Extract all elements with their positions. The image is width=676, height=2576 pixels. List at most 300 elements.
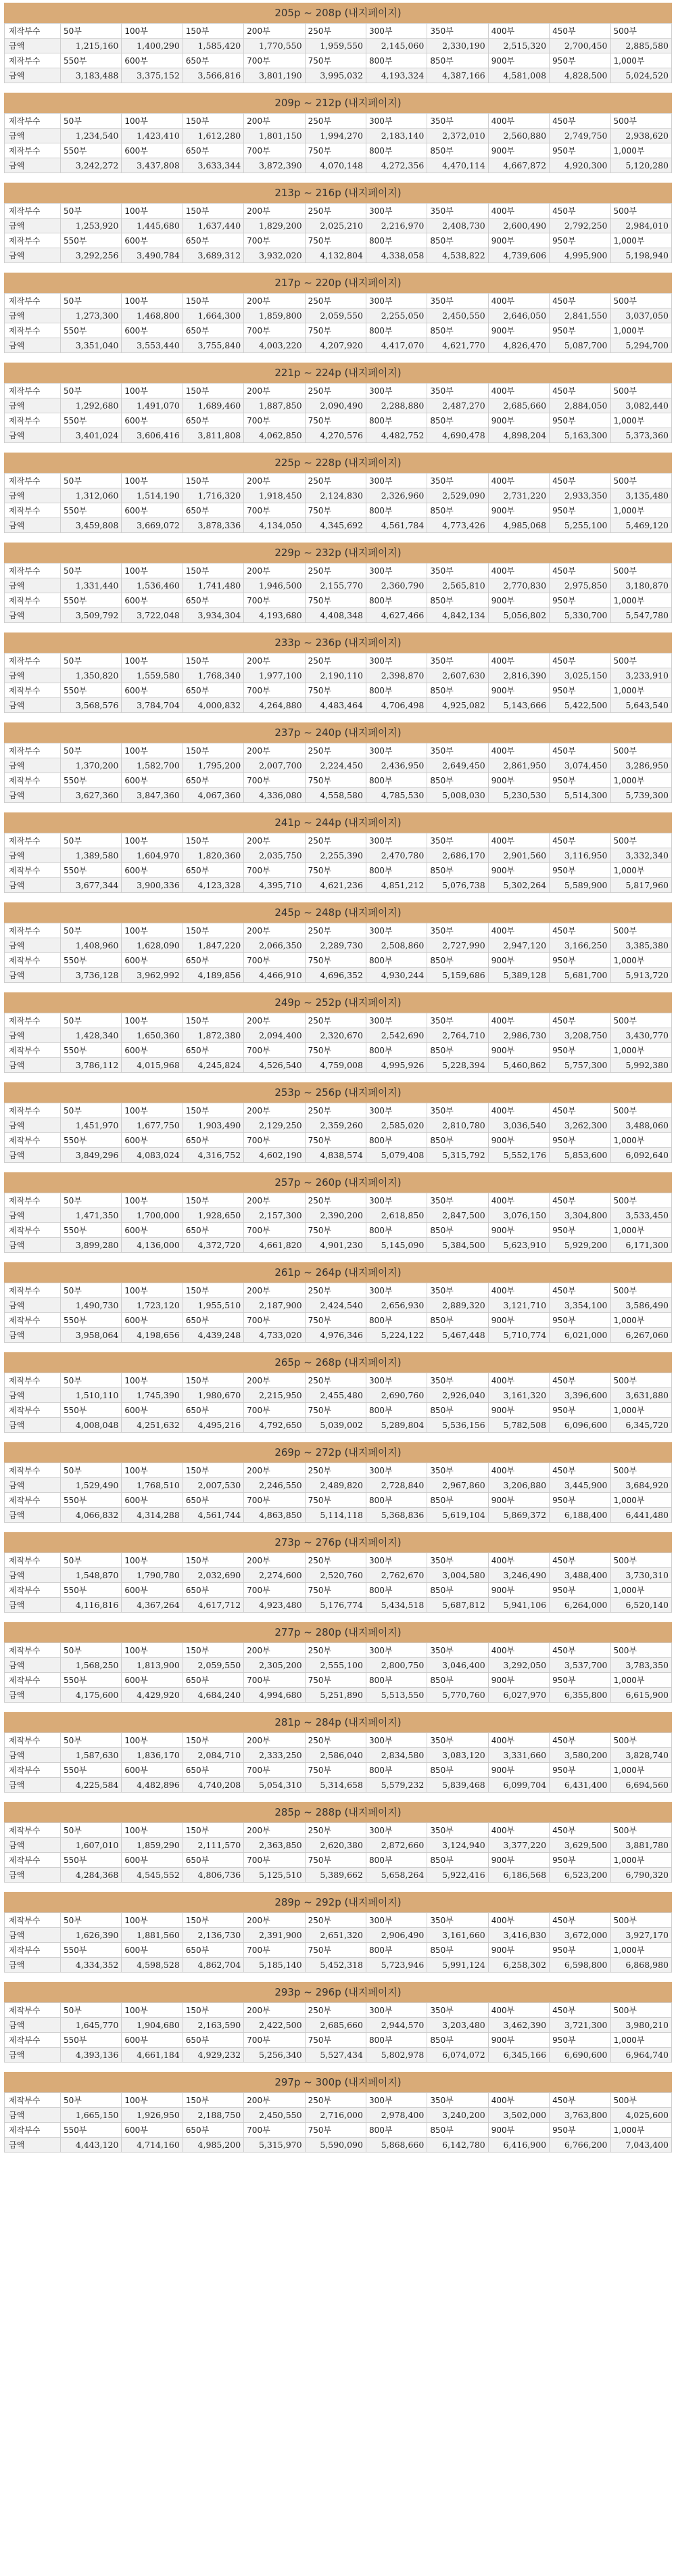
quantity-cell: 450부 (550, 1643, 610, 1658)
quantity-cell: 600부 (122, 863, 183, 878)
price-cell: 2,620,380 (305, 1838, 366, 1853)
price-cell: 1,768,340 (183, 668, 243, 683)
price-cell: 1,253,920 (61, 218, 122, 233)
price-cell: 2,216,970 (366, 218, 427, 233)
price-cell: 5,079,408 (366, 1148, 427, 1163)
quantity-cell: 800부 (366, 503, 427, 518)
price-cell: 2,986,730 (488, 1028, 549, 1043)
quantity-cell: 100부 (122, 2093, 183, 2108)
quantity-cell: 550부 (61, 1403, 122, 1418)
price-cell: 2,391,900 (244, 1928, 305, 1943)
quantity-row (5, 1043, 672, 1058)
section-title: 233p ~ 236p (내지페이지) (4, 632, 672, 653)
quantity-cell: 50부 (61, 1103, 122, 1118)
price-cell: 4,336,080 (244, 788, 305, 803)
quantity-cell: 250부 (305, 24, 366, 39)
section-spacer (4, 893, 672, 902)
quantity-cell: 350부 (427, 1643, 488, 1658)
quantity-cell: 300부 (366, 1373, 427, 1388)
quantity-cell: 300부 (366, 1643, 427, 1658)
price-label: 금액 (5, 2138, 61, 2153)
price-label: 금액 (5, 1748, 61, 1763)
price-cell: 5,315,792 (427, 1148, 488, 1163)
quantity-cell: 50부 (61, 1643, 122, 1658)
quantity-cell: 650부 (183, 1853, 243, 1868)
quantity-cell: 100부 (122, 1553, 183, 1568)
price-label: 금액 (5, 968, 61, 983)
quantity-row (5, 1763, 672, 1778)
quantity-cell: 850부 (427, 1223, 488, 1238)
section-spacer (4, 2063, 672, 2072)
price-cell: 4,995,926 (366, 1058, 427, 1073)
price-cell: 1,428,340 (61, 1028, 122, 1043)
price-label: 금액 (5, 1688, 61, 1703)
quantity-cell: 800부 (366, 1043, 427, 1058)
quantity-cell: 600부 (122, 1583, 183, 1598)
quantity-cell: 900부 (488, 1763, 549, 1778)
price-cell: 3,586,490 (610, 1298, 671, 1313)
price-cell: 3,627,360 (61, 788, 122, 803)
quantity-cell: 1,000부 (610, 143, 671, 158)
price-cell: 1,745,390 (122, 1388, 183, 1403)
price-label: 금액 (5, 2048, 61, 2063)
quantity-cell: 450부 (550, 1823, 610, 1838)
section-spacer (4, 1433, 672, 1442)
price-cell: 2,255,390 (305, 848, 366, 863)
quantity-cell: 950부 (550, 2033, 610, 2048)
price-cell: 5,467,448 (427, 1328, 488, 1343)
quantity-cell: 700부 (244, 1133, 305, 1148)
price-cell: 1,292,680 (61, 398, 122, 413)
price-cell: 3,240,200 (427, 2108, 488, 2123)
price-cell: 4,862,704 (183, 1958, 243, 1973)
price-cell: 2,542,690 (366, 1028, 427, 1043)
quantity-cell: 350부 (427, 653, 488, 668)
price-cell: 4,116,816 (61, 1598, 122, 1613)
section-spacer (4, 263, 672, 273)
price-cell: 4,264,880 (244, 698, 305, 713)
price-cell: 1,585,420 (183, 39, 243, 53)
quantity-cell: 550부 (61, 1853, 122, 1868)
quantity-cell: 50부 (61, 1193, 122, 1208)
price-cell: 2,187,900 (244, 1298, 305, 1313)
quantity-cell: 550부 (61, 323, 122, 338)
quantity-cell: 700부 (244, 323, 305, 338)
quantity-cell: 600부 (122, 1493, 183, 1508)
price-section (4, 1262, 672, 1352)
price-cell: 3,566,816 (183, 68, 243, 83)
quantity-label: 제작부수 (5, 1733, 61, 1748)
quantity-cell: 600부 (122, 593, 183, 608)
quantity-label: 제작부수 (5, 653, 61, 668)
price-cell: 2,320,670 (305, 1028, 366, 1043)
quantity-cell: 50부 (61, 384, 122, 398)
price-cell: 1,918,450 (244, 488, 305, 503)
price-cell: 5,469,120 (610, 518, 671, 533)
price-cell: 2,646,050 (488, 308, 549, 323)
quantity-cell: 700부 (244, 1853, 305, 1868)
quantity-cell: 900부 (488, 1943, 549, 1958)
quantity-cell: 50부 (61, 653, 122, 668)
quantity-cell: 650부 (183, 953, 243, 968)
price-cell: 5,941,106 (488, 1598, 549, 1613)
price-cell: 5,991,124 (427, 1958, 488, 1973)
quantity-cell: 600부 (122, 323, 183, 338)
price-cell: 5,120,280 (610, 158, 671, 173)
price-cell: 5,255,100 (550, 518, 610, 533)
price-cell: 3,932,020 (244, 248, 305, 263)
section-title: 257p ~ 260p (내지페이지) (4, 1172, 672, 1193)
section-spacer (4, 803, 672, 812)
price-cell: 3,351,040 (61, 338, 122, 353)
price-cell: 3,292,050 (488, 1658, 549, 1673)
price-cell: 5,056,802 (488, 608, 549, 623)
price-table (4, 1912, 672, 1973)
price-cell: 5,314,658 (305, 1778, 366, 1793)
quantity-cell: 550부 (61, 413, 122, 428)
price-row (5, 1958, 672, 1973)
price-cell: 5,460,862 (488, 1058, 549, 1073)
quantity-cell: 50부 (61, 1283, 122, 1298)
price-cell: 5,514,300 (550, 788, 610, 803)
price-cell: 4,976,346 (305, 1328, 366, 1343)
price-cell: 2,136,730 (183, 1928, 243, 1943)
price-cell: 3,076,150 (488, 1208, 549, 1223)
price-cell: 4,003,220 (244, 338, 305, 353)
quantity-cell: 950부 (550, 1763, 610, 1778)
quantity-cell: 700부 (244, 1673, 305, 1688)
price-cell: 5,384,500 (427, 1238, 488, 1253)
quantity-cell: 350부 (427, 1913, 488, 1928)
quantity-cell: 850부 (427, 1313, 488, 1328)
price-cell: 3,899,280 (61, 1238, 122, 1253)
quantity-row (5, 53, 672, 68)
quantity-cell: 400부 (488, 743, 549, 758)
price-cell: 5,757,300 (550, 1058, 610, 1073)
quantity-cell: 650부 (183, 1313, 243, 1328)
price-cell: 1,645,770 (61, 2018, 122, 2033)
price-cell: 3,684,920 (610, 1478, 671, 1493)
price-cell: 4,930,244 (366, 968, 427, 983)
quantity-cell: 100부 (122, 1643, 183, 1658)
price-cell: 3,037,050 (610, 308, 671, 323)
quantity-cell: 500부 (610, 1913, 671, 1928)
quantity-cell: 750부 (305, 2123, 366, 2138)
price-cell: 5,224,122 (366, 1328, 427, 1343)
price-cell: 3,161,320 (488, 1388, 549, 1403)
price-cell: 2,884,050 (550, 398, 610, 413)
price-label: 금액 (5, 1418, 61, 1433)
quantity-cell: 500부 (610, 1733, 671, 1748)
price-cell: 2,926,040 (427, 1388, 488, 1403)
price-cell: 2,700,450 (550, 39, 610, 53)
quantity-cell: 200부 (244, 474, 305, 488)
quantity-row (5, 1313, 672, 1328)
price-cell: 3,934,304 (183, 608, 243, 623)
price-cell: 3,811,808 (183, 428, 243, 443)
price-cell: 4,995,900 (550, 248, 610, 263)
price-cell: 3,459,808 (61, 518, 122, 533)
quantity-row (5, 833, 672, 848)
price-cell: 1,400,290 (122, 39, 183, 53)
section-spacer (4, 173, 672, 183)
price-cell: 2,032,690 (183, 1568, 243, 1583)
price-cell: 5,802,978 (366, 2048, 427, 2063)
quantity-cell: 300부 (366, 294, 427, 308)
price-cell: 3,135,480 (610, 488, 671, 503)
quantity-label: 제작부수 (5, 1853, 61, 1868)
quantity-cell: 950부 (550, 143, 610, 158)
quantity-cell: 350부 (427, 2003, 488, 2018)
quantity-row (5, 923, 672, 938)
quantity-cell: 350부 (427, 294, 488, 308)
quantity-row (5, 1943, 672, 1958)
price-cell: 6,431,400 (550, 1778, 610, 1793)
price-cell: 4,696,352 (305, 968, 366, 983)
price-cell: 3,004,580 (427, 1568, 488, 1583)
price-cell: 6,096,600 (550, 1418, 610, 1433)
section-spacer (4, 1613, 672, 1622)
quantity-label: 제작부수 (5, 2123, 61, 2138)
price-cell: 4,225,584 (61, 1778, 122, 1793)
quantity-label: 제작부수 (5, 1193, 61, 1208)
price-cell: 6,264,000 (550, 1598, 610, 1613)
quantity-cell: 250부 (305, 1013, 366, 1028)
section-spacer (4, 1523, 672, 1532)
price-cell: 3,669,072 (122, 518, 183, 533)
price-section (4, 2072, 672, 2162)
quantity-cell: 550부 (61, 1673, 122, 1688)
price-cell: 4,482,896 (122, 1778, 183, 1793)
quantity-cell: 450부 (550, 204, 610, 218)
price-cell: 5,024,520 (610, 68, 671, 83)
quantity-label: 제작부수 (5, 143, 61, 158)
price-cell: 6,188,400 (550, 1508, 610, 1523)
quantity-cell: 850부 (427, 503, 488, 518)
quantity-cell: 850부 (427, 2123, 488, 2138)
price-cell: 2,129,250 (244, 1118, 305, 1133)
quantity-cell: 600부 (122, 2123, 183, 2138)
price-row (5, 2018, 672, 2033)
price-label: 금액 (5, 518, 61, 533)
price-cell: 6,267,060 (610, 1328, 671, 1343)
quantity-cell: 400부 (488, 923, 549, 938)
quantity-cell: 100부 (122, 1013, 183, 1028)
price-cell: 2,764,710 (427, 1028, 488, 1043)
quantity-cell: 700부 (244, 1943, 305, 1958)
price-cell: 4,621,236 (305, 878, 366, 893)
quantity-cell: 700부 (244, 863, 305, 878)
quantity-cell: 650부 (183, 2033, 243, 2048)
quantity-cell: 950부 (550, 1403, 610, 1418)
price-cell: 2,408,730 (427, 218, 488, 233)
section-title: 205p ~ 208p (내지페이지) (4, 3, 672, 23)
quantity-cell: 1,000부 (610, 1223, 671, 1238)
quantity-cell: 550부 (61, 233, 122, 248)
quantity-cell: 600부 (122, 1763, 183, 1778)
price-cell: 2,685,660 (488, 398, 549, 413)
price-cell: 1,536,460 (122, 578, 183, 593)
price-cell: 3,401,024 (61, 428, 122, 443)
price-cell: 5,527,434 (305, 2048, 366, 2063)
quantity-cell: 300부 (366, 564, 427, 578)
price-cell: 3,980,210 (610, 2018, 671, 2033)
price-cell: 4,439,248 (183, 1328, 243, 1343)
quantity-row (5, 1913, 672, 1928)
price-cell: 4,395,710 (244, 878, 305, 893)
quantity-cell: 50부 (61, 1553, 122, 1568)
price-label: 금액 (5, 758, 61, 773)
section-title: 261p ~ 264p (내지페이지) (4, 1262, 672, 1283)
quantity-cell: 700부 (244, 2033, 305, 2048)
price-row (5, 1118, 672, 1133)
quantity-cell: 200부 (244, 294, 305, 308)
price-row (5, 518, 672, 533)
price-cell: 3,286,950 (610, 758, 671, 773)
quantity-cell: 350부 (427, 1553, 488, 1568)
section-title: 277p ~ 280p (내지페이지) (4, 1622, 672, 1642)
quantity-cell: 200부 (244, 24, 305, 39)
price-label: 금액 (5, 398, 61, 413)
price-section (4, 1082, 672, 1172)
quantity-label: 제작부수 (5, 384, 61, 398)
quantity-cell: 350부 (427, 1103, 488, 1118)
quantity-cell: 650부 (183, 593, 243, 608)
quantity-label: 제작부수 (5, 564, 61, 578)
price-label: 금액 (5, 1658, 61, 1673)
quantity-label: 제작부수 (5, 1553, 61, 1568)
quantity-cell: 1,000부 (610, 1043, 671, 1058)
quantity-cell: 600부 (122, 1043, 183, 1058)
quantity-cell: 500부 (610, 384, 671, 398)
quantity-cell: 950부 (550, 773, 610, 788)
price-cell: 1,926,950 (122, 2108, 183, 2123)
price-label: 금액 (5, 2018, 61, 2033)
price-label: 금액 (5, 938, 61, 953)
price-row (5, 758, 672, 773)
quantity-cell: 1,000부 (610, 503, 671, 518)
price-cell: 3,784,704 (122, 698, 183, 713)
price-cell: 5,389,128 (488, 968, 549, 983)
quantity-cell: 250부 (305, 1913, 366, 1928)
quantity-cell: 550부 (61, 1943, 122, 1958)
quantity-cell: 150부 (183, 24, 243, 39)
price-cell: 6,074,072 (427, 2048, 488, 2063)
price-cell: 6,171,300 (610, 1238, 671, 1253)
price-cell: 1,389,580 (61, 848, 122, 863)
quantity-cell: 950부 (550, 2123, 610, 2138)
quantity-cell: 850부 (427, 143, 488, 158)
quantity-cell: 50부 (61, 2003, 122, 2018)
quantity-cell: 500부 (610, 1193, 671, 1208)
quantity-cell: 450부 (550, 743, 610, 758)
price-cell: 3,786,112 (61, 1058, 122, 1073)
quantity-row (5, 24, 672, 39)
price-table (4, 1732, 672, 1793)
quantity-cell: 550부 (61, 593, 122, 608)
price-cell: 2,933,350 (550, 488, 610, 503)
quantity-cell: 250부 (305, 743, 366, 758)
quantity-cell: 750부 (305, 1943, 366, 1958)
section-title: 253p ~ 256p (내지페이지) (4, 1082, 672, 1103)
price-label: 금액 (5, 1298, 61, 1313)
price-label: 금액 (5, 848, 61, 863)
price-row (5, 1298, 672, 1313)
price-cell: 2,224,450 (305, 758, 366, 773)
quantity-label: 제작부수 (5, 1103, 61, 1118)
price-cell: 4,134,050 (244, 518, 305, 533)
price-cell: 3,331,660 (488, 1748, 549, 1763)
quantity-cell: 100부 (122, 1733, 183, 1748)
price-cell: 4,470,114 (427, 158, 488, 173)
price-cell: 2,035,750 (244, 848, 305, 863)
price-cell: 2,690,760 (366, 1388, 427, 1403)
section-title: 217p ~ 220p (내지페이지) (4, 273, 672, 293)
price-label: 금액 (5, 68, 61, 83)
price-row (5, 1748, 672, 1763)
quantity-cell: 800부 (366, 53, 427, 68)
price-cell: 3,672,000 (550, 1928, 610, 1943)
price-cell: 1,903,490 (183, 1118, 243, 1133)
quantity-cell: 750부 (305, 1223, 366, 1238)
price-cell: 2,455,480 (305, 1388, 366, 1403)
price-table (4, 1463, 672, 1523)
quantity-cell: 800부 (366, 323, 427, 338)
quantity-cell: 150부 (183, 294, 243, 308)
quantity-cell: 800부 (366, 863, 427, 878)
price-cell: 2,800,750 (366, 1658, 427, 1673)
price-cell: 1,408,960 (61, 938, 122, 953)
quantity-cell: 750부 (305, 233, 366, 248)
quantity-cell: 150부 (183, 1733, 243, 1748)
quantity-label: 제작부수 (5, 233, 61, 248)
quantity-cell: 700부 (244, 53, 305, 68)
price-cell: 2,333,250 (244, 1748, 305, 1763)
price-cell: 5,054,310 (244, 1778, 305, 1793)
quantity-cell: 650부 (183, 1583, 243, 1598)
quantity-cell: 100부 (122, 564, 183, 578)
price-cell: 3,553,440 (122, 338, 183, 353)
quantity-row (5, 1223, 672, 1238)
price-row (5, 1568, 672, 1583)
quantity-label: 제작부수 (5, 294, 61, 308)
quantity-cell: 750부 (305, 683, 366, 698)
price-cell: 4,417,070 (366, 338, 427, 353)
price-cell: 2,111,570 (183, 1838, 243, 1853)
price-cell: 4,826,470 (488, 338, 549, 353)
quantity-cell: 550부 (61, 1583, 122, 1598)
quantity-cell: 950부 (550, 683, 610, 698)
price-cell: 4,627,466 (366, 608, 427, 623)
price-cell: 3,763,800 (550, 2108, 610, 2123)
price-cell: 5,643,540 (610, 698, 671, 713)
quantity-label: 제작부수 (5, 1913, 61, 1928)
quantity-cell: 400부 (488, 204, 549, 218)
price-row (5, 878, 672, 893)
quantity-cell: 700부 (244, 953, 305, 968)
quantity-cell: 300부 (366, 2093, 427, 2108)
quantity-cell: 350부 (427, 1193, 488, 1208)
quantity-row (5, 564, 672, 578)
quantity-cell: 850부 (427, 683, 488, 698)
quantity-cell: 700부 (244, 1403, 305, 1418)
price-label: 금액 (5, 1478, 61, 1493)
price-cell: 2,436,950 (366, 758, 427, 773)
quantity-row (5, 743, 672, 758)
section-spacer (4, 1973, 672, 1982)
quantity-label: 제작부수 (5, 1283, 61, 1298)
quantity-cell: 50부 (61, 1733, 122, 1748)
